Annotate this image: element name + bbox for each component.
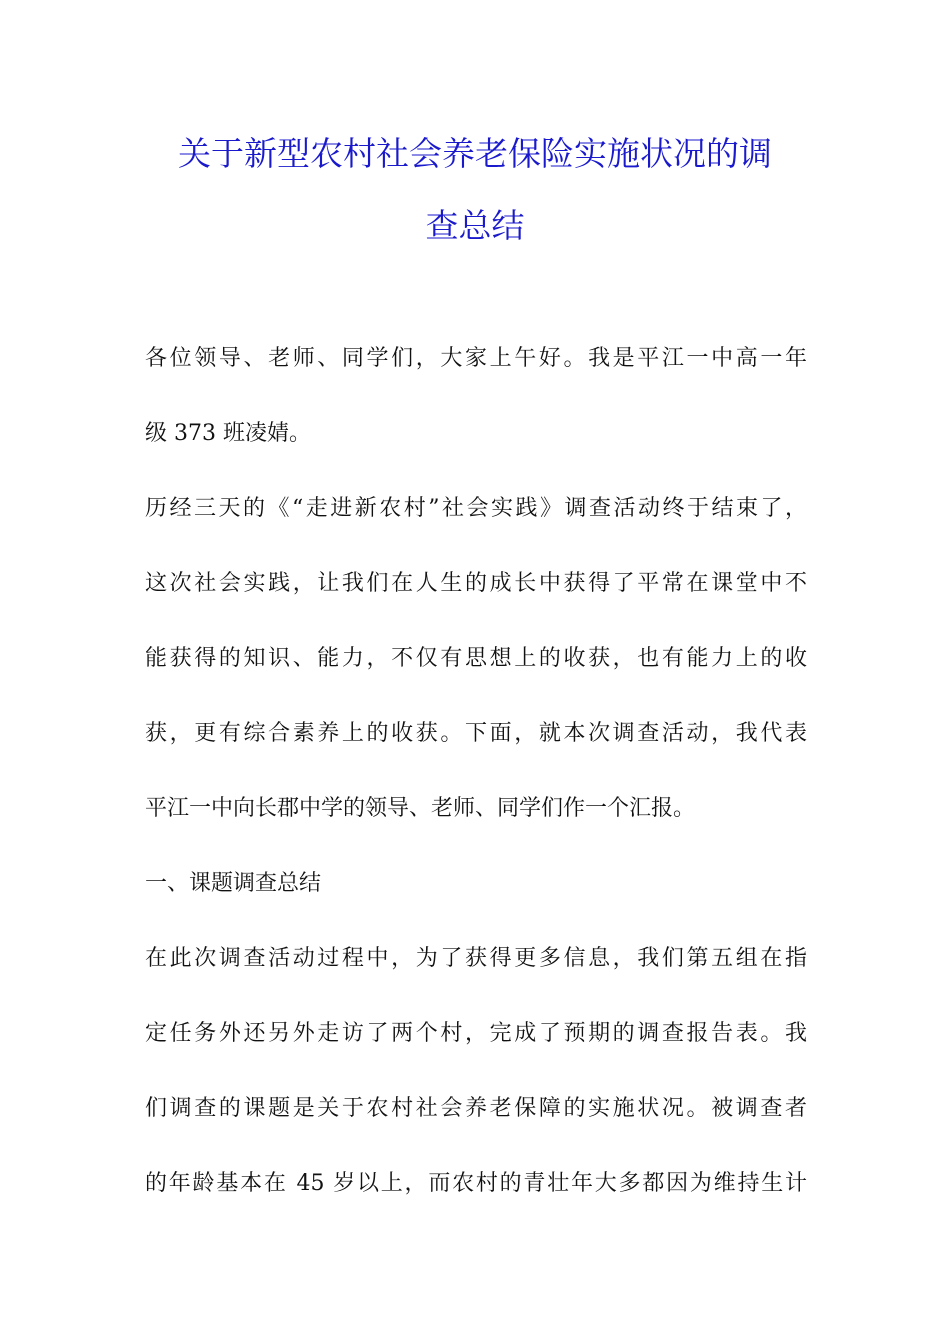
paragraph-line: 各位领导、老师、同学们，大家上午好。我是平江一中高一年 [145, 346, 807, 371]
paragraph-line: 们调查的课题是关于农村社会养老保障的实施状况。被调查者 [145, 1096, 807, 1121]
document-title-line-1: 关于新型农村社会养老保险实施状况的调 [178, 134, 772, 173]
paragraph-line: 历经三天的《“走进新农村”社会实践》调查活动终于结束了， [145, 496, 807, 521]
section-heading: 一、课题调查总结 [145, 871, 322, 896]
paragraph-line: 获，更有综合素养上的收获。下面，就本次调查活动，我代表 [145, 721, 807, 746]
document-title-line-2: 查总结 [425, 206, 525, 245]
paragraph-line: 的年龄基本在 45 岁以上，而农村的青壮年大多都因为维持生计 [145, 1171, 807, 1196]
paragraph-line: 平江一中向长郡中学的领导、老师、同学们作一个汇报。 [145, 796, 696, 821]
paragraph-line: 能获得的知识、能力，不仅有思想上的收获，也有能力上的收 [145, 646, 807, 671]
paragraph-line: 在此次调查活动过程中，为了获得更多信息，我们第五组在指 [145, 946, 807, 971]
paragraph-line: 级 373 班凌婧。 [145, 421, 311, 446]
paragraph-line: 定任务外还另外走访了两个村，完成了预期的调查报告表。我 [145, 1021, 807, 1046]
paragraph-line: 这次社会实践，让我们在人生的成长中获得了平常在课堂中不 [145, 571, 807, 596]
